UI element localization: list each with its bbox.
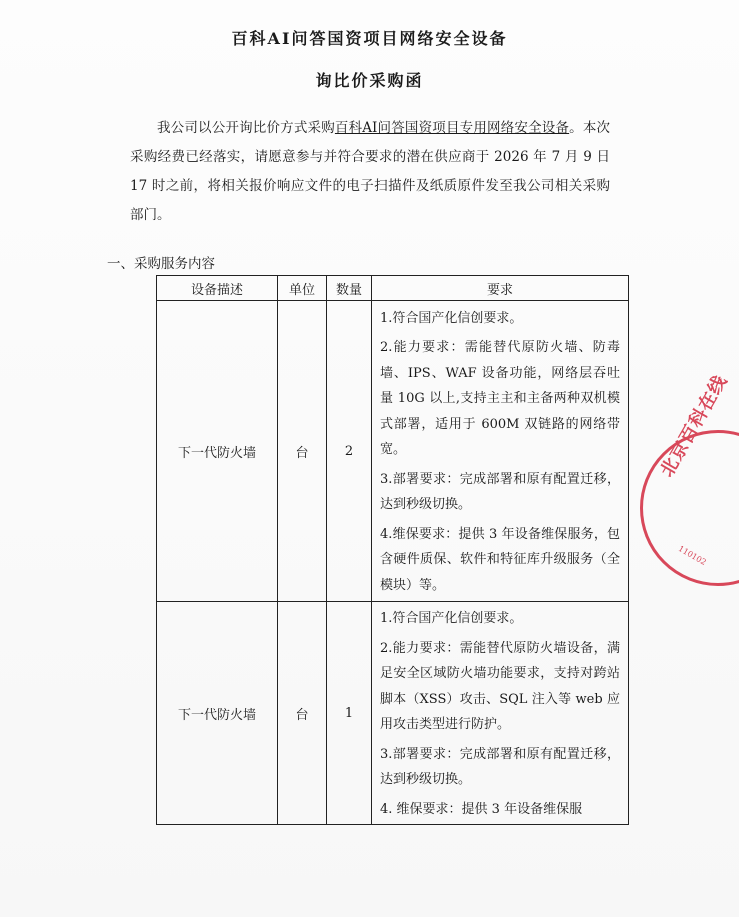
table-row [157, 301, 629, 602]
procurement-table [156, 275, 629, 825]
intro-prefix: 我公司以公开询比价方式采购 [157, 120, 335, 136]
requirement-item: 3.部署要求：完成部署和原有配置迁移，达到秒级切换。 [380, 746, 620, 787]
table-header-row [157, 276, 629, 301]
requirement-item: 2.能力要求：需能替代原防火墙、防毒墙、IPS、WAF 设备功能，网络层吞吐量 10G 以上,支持主主和主备两种双机模式部署，适用于 600M 双链路的网络带宽。 [380, 340, 620, 458]
header-unit: 单位 [278, 276, 327, 301]
intro-suffix: 。本次采购经费已经落实，请愿意参与并符合要求的潜在供应商于 2026 年 7 月 9 日 17 时之前，将相关报价响应文件的电子扫描件及纸质原件发至我公司相关采购部门。 [130, 120, 611, 223]
document-subtitle: 询比价采购函 [315, 71, 424, 90]
cell-desc: 下一代防火墙 [157, 602, 278, 825]
header-req: 要求 [372, 276, 629, 301]
header-desc: 设备描述 [157, 276, 278, 301]
requirement-item: 3.部署要求：完成部署和原有配置迁移，达到秒级切换。 [380, 471, 620, 513]
cell-unit: 台 [278, 301, 327, 602]
requirement-item: 2.能力要求：需能替代原防火墙设备，满足安全区域防火墙功能要求，支持对跨站脚本（XSS）攻击、SQL 注入等 web 应用攻击类型进行防护。 [380, 640, 620, 732]
document-title: 百科AI问答国资项目网络安全设备 [231, 29, 508, 48]
requirement-item: 1.符合国产化信创要求。 [380, 611, 523, 626]
requirement-item: 4.维保要求：提供 3 年设备维保服务，包含硬件质保、软件和特征库升级服务（全模块）等。 [380, 526, 620, 593]
intro-project-name: 百科AI问答国资项目专用网络安全设备 [334, 120, 570, 136]
cell-desc: 下一代防火墙 [157, 301, 278, 602]
seal-text: 北京百科在线 [656, 371, 732, 481]
table-row [157, 602, 629, 825]
requirement-item: 4. 维保要求：提供 3 年设备维保服 [380, 801, 583, 817]
seal-number: 110102 [676, 543, 708, 568]
cell-requirements [372, 301, 629, 602]
cell-unit: 台 [278, 602, 327, 825]
cell-qty: 1 [327, 602, 372, 825]
cell-qty: 2 [327, 301, 372, 602]
cell-requirements [372, 602, 629, 825]
requirement-item: 1.符合国产化信创要求。 [380, 310, 523, 326]
intro-paragraph [130, 114, 610, 230]
section-title: 一、采购服务内容 [107, 256, 215, 272]
header-qty: 数量 [327, 276, 372, 301]
company-seal [640, 371, 739, 586]
